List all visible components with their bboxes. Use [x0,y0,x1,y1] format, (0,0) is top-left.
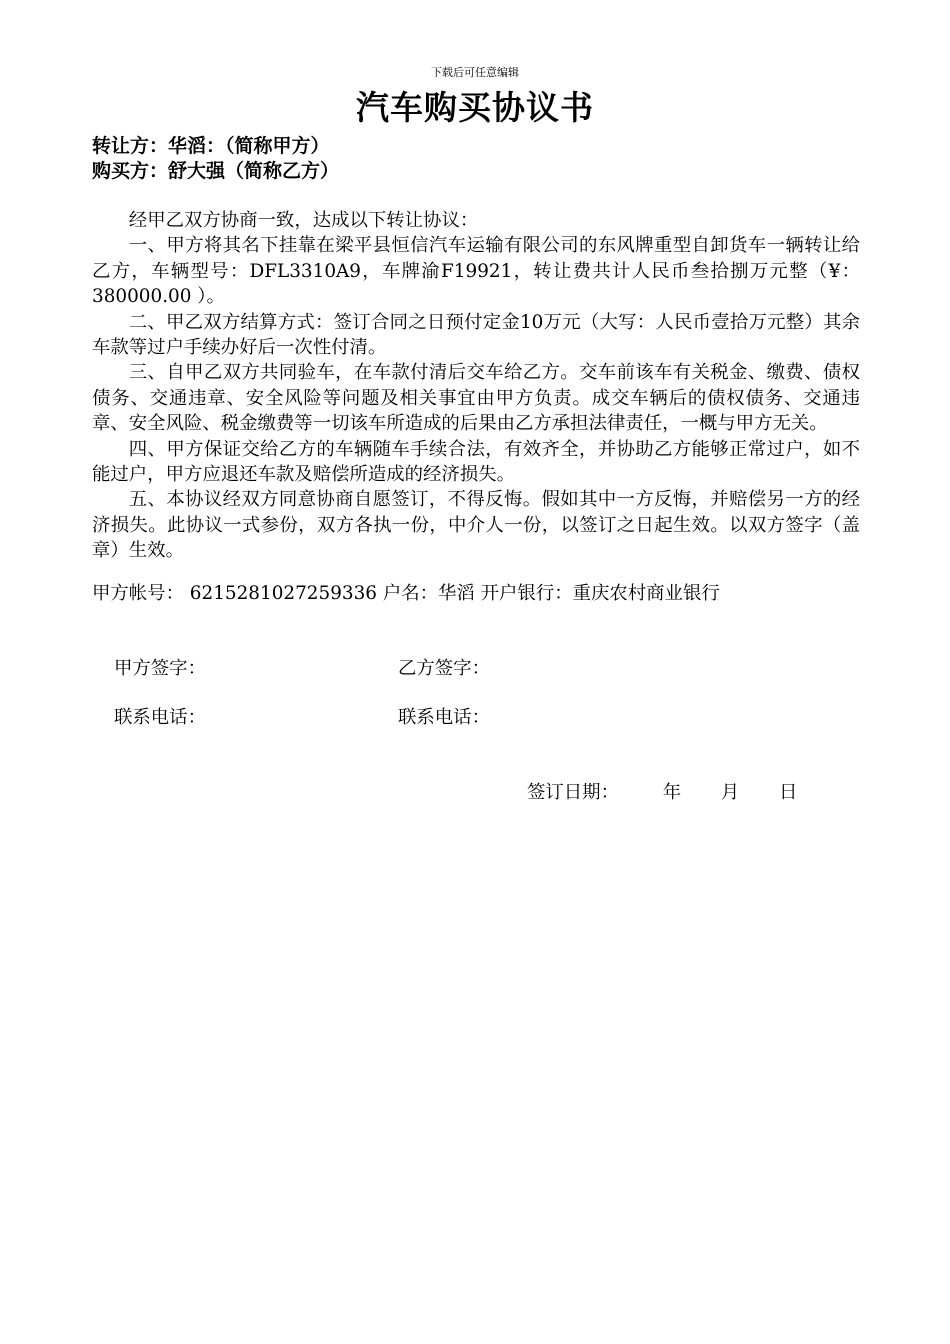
account-line: 甲方帐号： 6215281027259336 户名：华滔 开户银行：重庆农村商业银行 [92,583,720,604]
clause-4: 四、甲方保证交给乙方的车辆随车手续合法，有效齐全，并协助乙方能够正常过户，如不能过户，甲方应退还车款及赔偿所造成的经济损失。 [92,438,860,486]
buyer-line: 购买方：舒大强（简称乙方） [92,160,340,182]
clause-5: 五、本协议经双方同意协商自愿签订，不得反悔。假如其中一方反悔，并赔偿另一方的经济损失。此协议一式参份，双方各执一份，中介人一份，以签订之日起生效。以双方签字（盖章）生效。 [92,489,860,562]
party-b-phone-label: 联系电话： [398,707,490,728]
date-year: 年 [662,782,682,803]
date-label: 签订日期： [527,782,619,803]
signing-date [527,781,797,805]
seller-line: 转让方：华滔：（简称甲方） [92,135,330,157]
header-note: 下载后可任意编辑 [431,66,519,79]
party-a-phone-label: 联系电话： [114,707,206,728]
clause-1: 一、甲方将其名下挂靠在梁平县恒信汽车运输有限公司的东风牌重型自卸货车一辆转让给乙方，车辆型号：DFL3310A9，车牌渝F19921，转让费共计人民币叁拾捌万元整（¥：380000.00 ）。 [92,235,860,308]
clause-2: 二、甲乙双方结算方式：签订合同之日预付定金10万元（大写：人民币壹拾万元整）其余车款等过户手续办好后一次性付清。 [92,311,860,359]
clause-intro: 经甲乙双方协商一致，达成以下转让协议： [128,210,479,231]
party-b-signature-label: 乙方签字： [398,658,490,679]
date-day: 日 [778,782,798,803]
clause-3: 三、自甲乙双方共同验车，在车款付清后交车给乙方。交车前该车有关税金、缴费、债权债务、交通违章、安全风险等问题及相关事宜由甲方负责。成交车辆后的债权债务、交通违章、安全风险、税金缴费等一切该车所造成的后果由乙方承担法律责任，一概与甲方无关。 [92,362,860,435]
date-month: 月 [720,782,740,803]
document-title: 汽车购买协议书 [356,88,594,127]
agreement-body [92,208,860,564]
party-a-signature-label: 甲方签字： [114,658,206,679]
